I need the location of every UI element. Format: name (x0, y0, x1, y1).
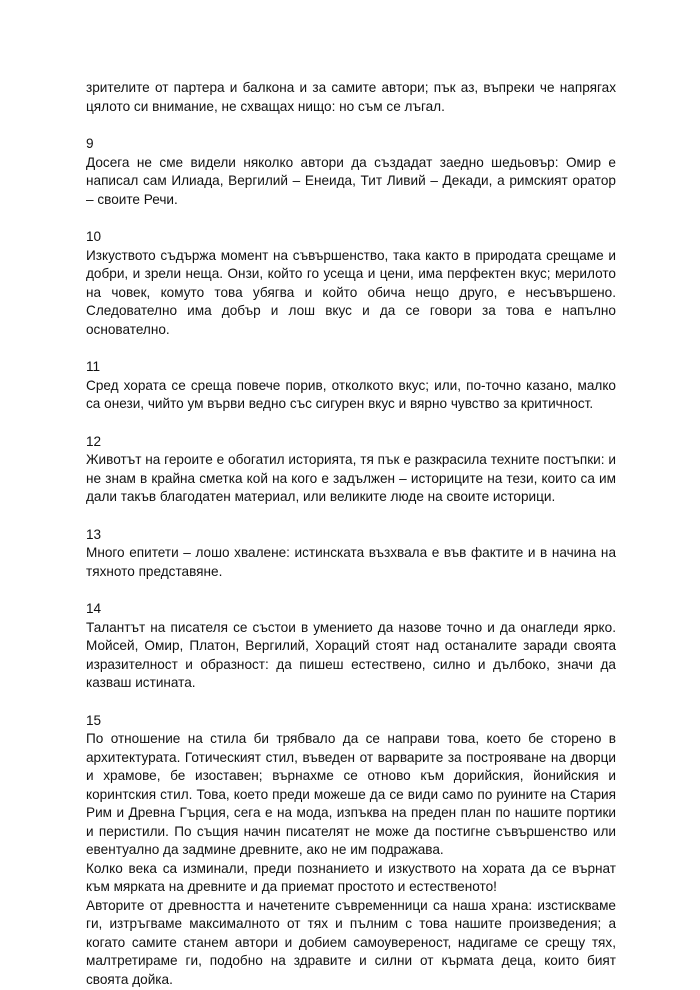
section-paragraph: По отношение на стила би трябвало да се направи това, което бе сторено в архитектурата. Готическият стил, въведен от варварите за построяване на дворци и храмове, бе изоставен; върнахме се отново към дорийския, йонийския и коринтския стил. Това, което преди можеше да се види само по руините на Стария Рим и Древна Гърция, сега е на мода, изпъква на преден план по нашите портики и перистили. По същия начин писателят не може да постигне съвършенство или евентуално да задмине древните, ако не им подражава. (86, 731, 616, 857)
section-10 (86, 228, 616, 339)
intro-paragraph: зрителите от партера и балкона и за самите автори; пък аз, въпреки че напрягах цялото си внимание, не схващах нищо: но съм се лъгал. (86, 80, 616, 114)
section-paragraph: Колко века са изминали, преди познанието и изкуството на хората да се върнат към мярката на древните и да приемат простото и естественото! (86, 860, 616, 894)
section-paragraph: Сред хората се среща повече порив, отколкото вкус; или, по-точно казано, малко са онези, чийто ум върви ведно със сигурен вкус и вярно чувство за критичност. (86, 377, 616, 411)
section-paragraph: Много епитети – лошо хвалене: истинската възхвала е във фактите и в начина на тяхното представяне. (86, 545, 616, 579)
section-12 (86, 433, 616, 507)
section-number: 15 (86, 712, 102, 728)
section-number: 10 (86, 229, 102, 244)
section-number: 12 (86, 433, 102, 449)
section-9 (86, 135, 616, 209)
section-paragraph: Животът на героите е обогатил историята, тя пък е разкрасила техните постъпки: и не знам в крайна сметка кой на кого е задължен – историците на тези, които са им дали такъв благодатен материал, или великите люде на своите историци. (86, 452, 616, 504)
section-11 (86, 358, 616, 414)
section-paragraph: Изкуството съдържа момент на съвършенство, така както в природата срещаме и добри, и зрели неща. Онзи, който го усеща и цени, има перфектен вкус; мерилото на човек, комуто това убягва и който обича нещо друго, е несъвършено. Следователно има добър и лош вкус и да се говори за това е напълно основателно. (86, 247, 616, 337)
section-number: 9 (86, 136, 94, 151)
section-paragraph: Талантът на писателя се състои в умението да назове точно и да онагледи ярко. Мойсей, Омир, Платон, Вергилий, Хораций стоят над останалите заради своята изразителност и образност: да пишеш естествено, силно и дълбоко, значи да казваш истината. (86, 619, 616, 690)
section-13 (86, 526, 616, 582)
document-page (86, 79, 616, 989)
section-number: 11 (86, 359, 101, 374)
section-14 (86, 600, 616, 693)
section-number: 14 (86, 601, 102, 616)
section-paragraph: Досега не сме видели няколко автори да създадат заедно шедьовър: Омир е написал сам Илиада, Вергилий – Енеида, Тит Ливий – Декади, а римският оратор – своите Речи. (86, 154, 616, 207)
section-15 (86, 712, 616, 990)
section-number: 13 (86, 526, 102, 542)
section-paragraph: Авторите от древността и начетените съвременници са наша храна: изстискваме ги, изтръгваме максималното от тях и пълним с това нашите произведения; а когато самите станем автори и добием самоувереност, надигаме се срещу тях, малтретираме ги, подобно на здравите и силни от кърмата деца, които бият своята дойка. (86, 897, 616, 987)
